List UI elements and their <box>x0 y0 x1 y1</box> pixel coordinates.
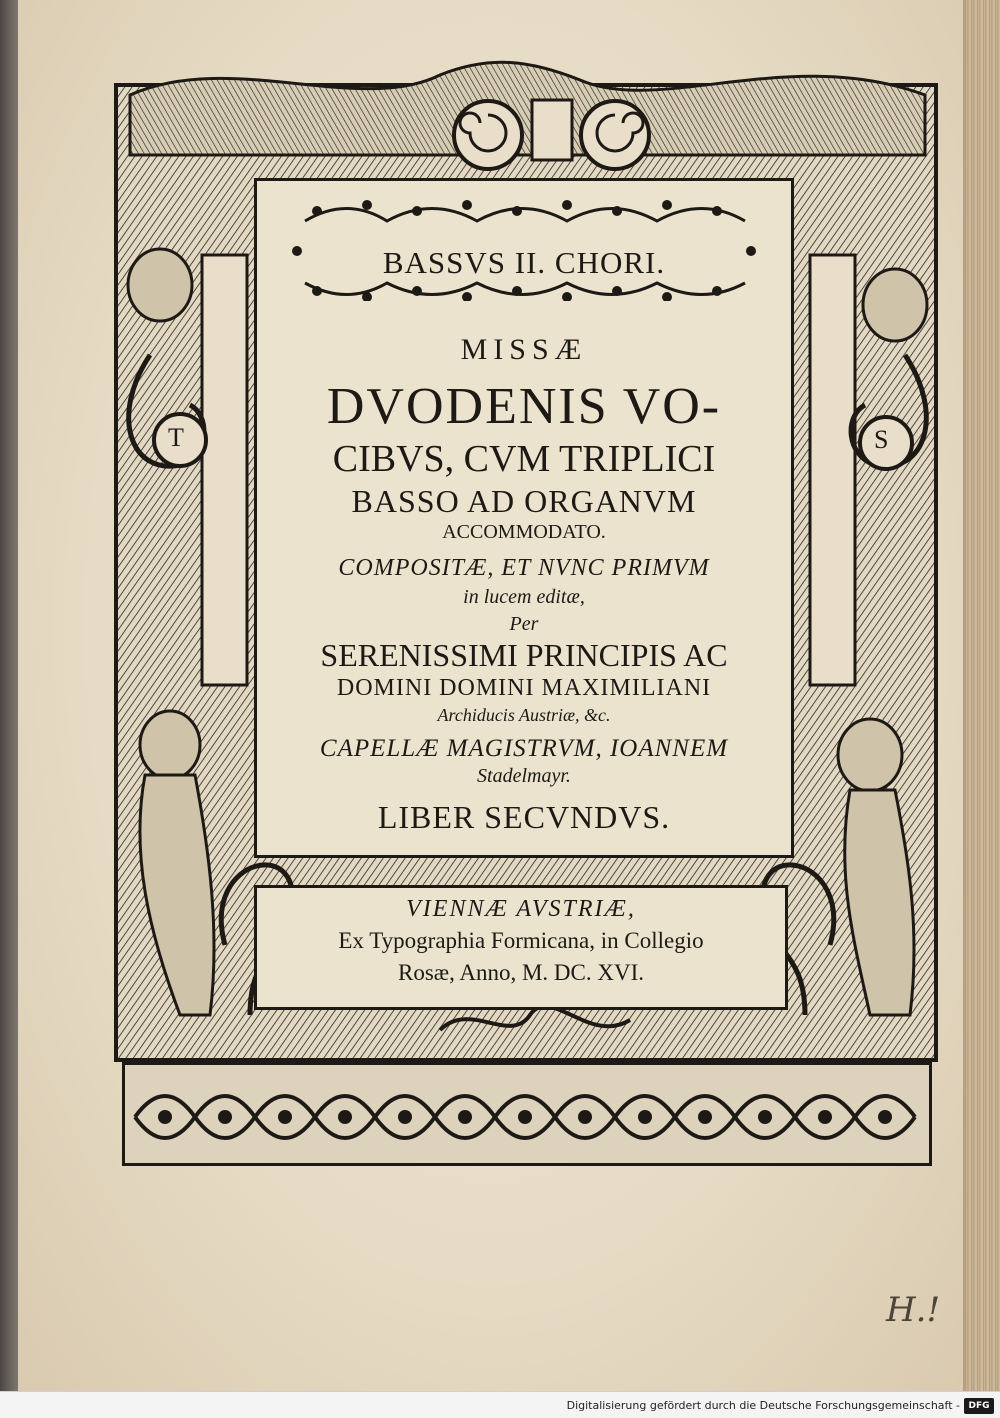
patron-line-3: Archiducis Austriæ, &c. <box>437 705 611 725</box>
dfg-logo: DFG <box>964 1398 994 1414</box>
imprint-panel <box>254 885 788 1010</box>
title-line-3: BASSO AD ORGANVM <box>351 483 697 519</box>
title-line-2: CIBVS, CVM TRIPLICI <box>332 438 716 480</box>
per-line: Per <box>509 613 539 635</box>
title-line-1: DVODENIS VO- <box>326 378 722 435</box>
composer-line-2: Stadelmayr. <box>477 765 571 787</box>
digitization-footer <box>0 1391 1000 1418</box>
liber-secundus: LIBER SECVNDVS. <box>377 799 671 835</box>
composer-line-1: CAPELLÆ MAGISTRVM, IOANNEM <box>319 735 729 762</box>
imprint-line-2: Ex Typographia Formicana, in Collegio <box>338 928 704 953</box>
title-line-4: ACCOMMODATO. <box>442 521 606 543</box>
ornamental-band <box>122 1062 932 1166</box>
voice-part-label: BASSVS II. CHORI. <box>382 245 666 280</box>
frame-letter-left: T <box>168 423 184 452</box>
patron-line-2: DOMINI DOMINI MAXIMILIANI <box>336 675 712 701</box>
page-stack-edge <box>960 0 1000 1418</box>
composed-line: COMPOSITÆ, ET NVNC PRIMVM <box>338 555 710 581</box>
handwritten-shelfmark: H.! <box>886 1290 941 1330</box>
edited-line: in lucem editæ, <box>463 586 585 608</box>
ornamental-band-graphic <box>125 1065 932 1166</box>
title-page <box>18 0 965 1392</box>
frame-letter-right: S <box>874 425 889 454</box>
footer-credit-text: Digitalisierung gefördert durch die Deutsche Forschungsgemeinschaft - <box>566 1399 960 1412</box>
title-text-panel <box>254 178 794 858</box>
patron-line-1: SERENISSIMI PRINCIPIS AC <box>320 637 728 673</box>
imprint-line-3: Rosæ, Anno, M. DC. XVI. <box>397 960 644 985</box>
heading-missae: MISSÆ <box>460 333 588 366</box>
imprint-line-1: VIENNÆ AVSTRIÆ, <box>406 896 636 922</box>
